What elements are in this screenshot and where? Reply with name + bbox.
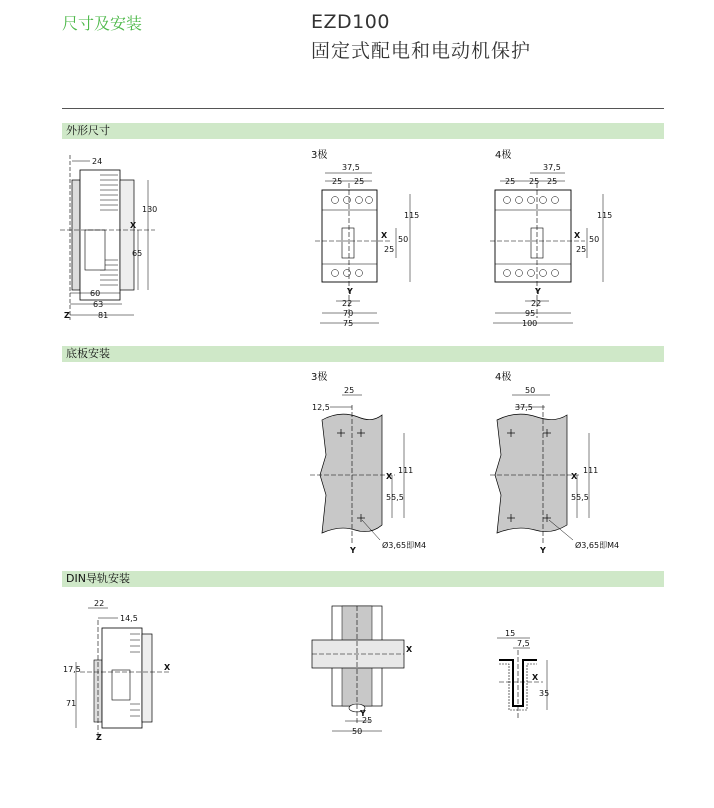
dim-60: 60	[90, 289, 101, 298]
axis-x-label: X	[571, 472, 578, 481]
dim-25: 25	[344, 386, 355, 395]
dim-22: 22	[342, 299, 353, 308]
dim-111: 111	[583, 466, 599, 475]
dim-81: 81	[98, 311, 109, 320]
dim-25: 25	[332, 177, 343, 186]
dim-71: 71	[66, 699, 77, 708]
pole-label-3p: 3极	[311, 372, 328, 383]
dim-14-5: 14,5	[120, 614, 138, 623]
din-rail-front-drawing	[300, 600, 420, 745]
axis-y-label: Y	[360, 709, 366, 718]
section-bar-outline-dimensions	[62, 123, 664, 139]
dim-25: 25	[362, 716, 373, 725]
axis-z-label: Z	[64, 311, 70, 320]
dim-111: 111	[398, 466, 414, 475]
product-model: EZD100	[311, 11, 390, 33]
dim-12-5: 12,5	[312, 403, 330, 412]
axis-x-label: X	[130, 221, 137, 230]
dim-95: 95	[525, 309, 536, 318]
axis-y-label: Y	[347, 287, 353, 296]
axis-y-label: Y	[540, 546, 546, 555]
axis-x-label: X	[164, 663, 171, 672]
dim-65: 65	[132, 249, 143, 258]
dim-100: 100	[522, 319, 538, 328]
dim-25: 25	[505, 177, 516, 186]
pole-label-3p: 3极	[311, 150, 328, 161]
section-label: 外形尺寸	[66, 124, 110, 137]
dim-25: 25	[529, 177, 540, 186]
pole-label-4p: 4极	[495, 150, 512, 161]
dim-115: 115	[404, 211, 420, 220]
plate-4p-drawing	[485, 385, 645, 560]
dim-70: 70	[343, 309, 354, 318]
dim-7-5: 7,5	[517, 639, 530, 648]
dim-50: 50	[398, 235, 409, 244]
front-view-3p-drawing	[300, 158, 435, 333]
plate-3p-drawing	[300, 385, 460, 560]
dim-50: 50	[589, 235, 600, 244]
dim-130: 130	[142, 205, 158, 214]
dim-115: 115	[597, 211, 613, 220]
axis-z-label: Z	[96, 733, 102, 742]
axis-x-label: X	[532, 673, 539, 682]
section-bar-plate-mounting	[62, 346, 664, 362]
dim-25: 25	[354, 177, 365, 186]
dim-55-5: 55,5	[571, 493, 589, 502]
header-divider	[62, 108, 664, 109]
product-subtitle: 固定式配电和电动机保护	[311, 40, 532, 62]
dim-25: 25	[576, 245, 587, 254]
dim-15: 15	[505, 629, 516, 638]
dim-24: 24	[92, 157, 103, 166]
din-side-view-drawing	[60, 600, 185, 745]
dim-75: 75	[343, 319, 354, 328]
din-rail-profile-drawing	[485, 620, 595, 730]
dim-25: 25	[384, 245, 395, 254]
side-view-drawing	[60, 150, 170, 325]
axis-x-label: X	[574, 231, 581, 240]
axis-y-label: Y	[535, 287, 541, 296]
dim-63: 63	[93, 300, 104, 309]
hole-spec: Ø3,65即M4	[575, 541, 620, 550]
axis-y-label: Y	[350, 546, 356, 555]
axis-x-label: X	[406, 645, 413, 654]
dim-50: 50	[525, 386, 536, 395]
pole-label-4p: 4极	[495, 372, 512, 383]
section-bar-din-rail-mounting	[62, 571, 664, 587]
axis-x-label: X	[381, 231, 388, 240]
dim-17-5: 17,5	[63, 665, 81, 674]
category-title: 尺寸及安装	[62, 14, 143, 33]
axis-x-label: X	[386, 472, 393, 481]
section-label: 底板安装	[66, 347, 110, 360]
dim-25: 25	[547, 177, 558, 186]
section-label: DIN导轨安装	[66, 572, 130, 585]
dim-55-5: 55,5	[386, 493, 404, 502]
dim-37-5: 37,5	[515, 403, 533, 412]
hole-spec: Ø3,65即M4	[382, 541, 427, 550]
dim-35: 35	[539, 689, 550, 698]
dim-22: 22	[94, 600, 105, 608]
front-view-4p-drawing	[485, 158, 625, 333]
dim-37-5: 37,5	[342, 163, 360, 172]
dim-50: 50	[352, 727, 363, 736]
dim-37-5: 37,5	[543, 163, 561, 172]
dim-22: 22	[531, 299, 542, 308]
